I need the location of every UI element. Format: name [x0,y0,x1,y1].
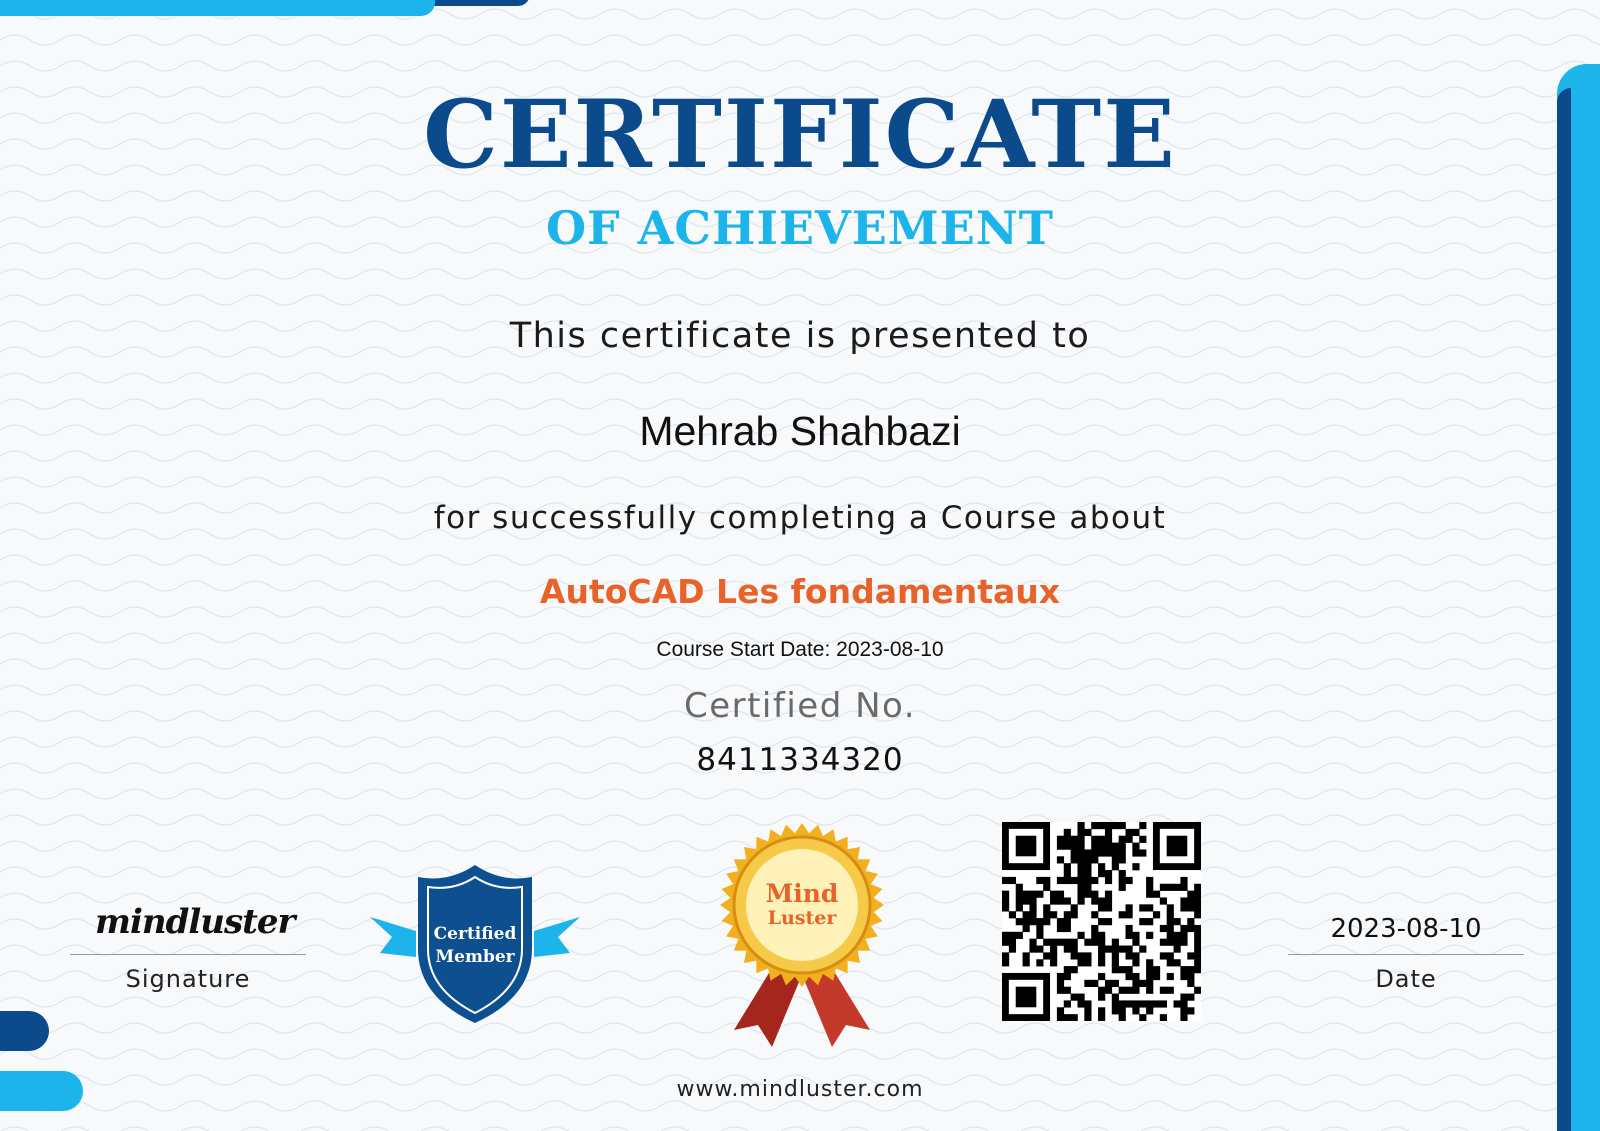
top-light-accent-bar [0,0,435,16]
website-url: www.mindluster.com [676,1077,924,1102]
date-label: Date [1375,965,1437,993]
signature-label: Signature [125,965,251,993]
shield-badge-icon [370,865,580,1025]
signature-line [70,954,306,955]
certificate-subtitle: OF ACHIEVEMENT [545,201,1055,255]
date-line [1288,954,1524,955]
seal-badge-line1: Mind [765,879,839,908]
signature-script: mindluster [95,902,295,942]
presented-to-text: This certificate is presented to [509,316,1091,356]
course-start-date: Course Start Date: 2023-08-10 [656,638,944,661]
completion-text: for successfully completing a Course about [433,500,1167,536]
certified-member-badge [370,865,580,1025]
certificate-title: CERTIFICATE [423,80,1177,190]
certified-number-label: Certified No. [683,686,917,726]
mindluster-seal-badge [712,815,892,1060]
date-value: 2023-08-10 [1330,914,1482,944]
rosette-seal-icon [712,815,892,1060]
recipient-name: Mehrab Shahbazi [639,408,961,454]
qr-code-icon [1002,822,1201,1021]
seal-badge-line2: Luster [767,907,837,929]
certified-number: 8411334320 [696,742,904,778]
course-name: AutoCAD Les fondamentaux [539,572,1061,611]
bottom-left-dark-accent-bar [0,1011,49,1051]
member-badge-line1: Certified [433,924,517,944]
member-badge-line2: Member [435,947,515,967]
